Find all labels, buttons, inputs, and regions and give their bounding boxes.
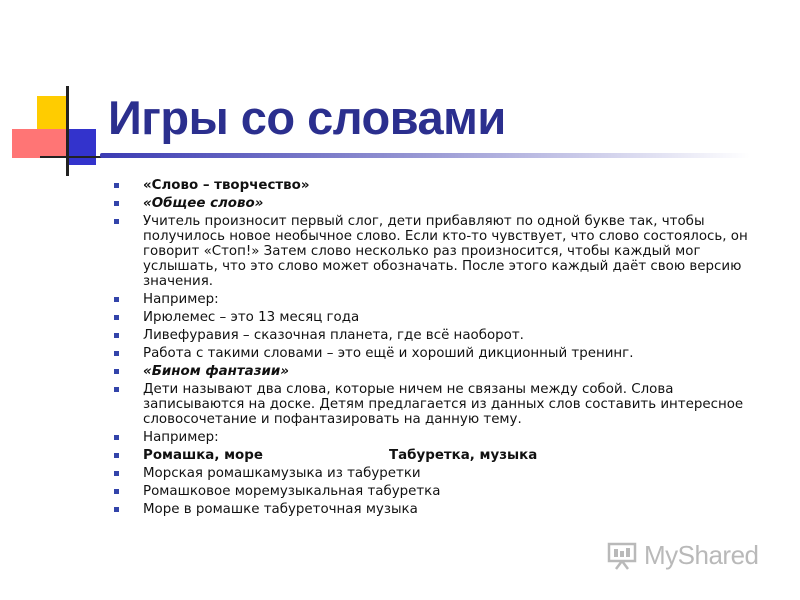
- list-item: [112, 292, 762, 307]
- decor-blue-block: [66, 129, 96, 165]
- slide-title: Игры со словами: [108, 91, 506, 144]
- list-item-text: Учитель произносит первый слог, дети прибавляют по одной букве так, чтобы получилось новое необычное слово. Если кто-то чувствует, что слово состоялось, он говорит «Стоп!» Затем слово несколько раз произносится, чтобы каждый мог услышать, что это слово может обозначать. После этого каждый даёт свою версию значения.: [143, 214, 748, 289]
- list-item: [112, 502, 762, 517]
- list-item-text: «Общее слово»: [143, 196, 264, 211]
- bullet-icon: [114, 315, 119, 320]
- list-item: [112, 430, 762, 445]
- list-item: [112, 310, 762, 325]
- decor-red-block: [12, 129, 67, 158]
- bullet-icon: [114, 351, 119, 356]
- list-item: [112, 196, 762, 211]
- list-item-text: Например:: [143, 292, 219, 307]
- list-item: [112, 178, 762, 193]
- presentation-board-icon: [606, 539, 638, 571]
- watermark-text: MyShared: [644, 539, 759, 570]
- bullet-icon: [114, 297, 119, 302]
- list-item: [112, 448, 762, 463]
- bullet-icon: [114, 183, 119, 188]
- decor-vertical-line: [66, 86, 69, 176]
- bullet-icon: [114, 489, 119, 494]
- bullet-icon: [114, 471, 119, 476]
- list-item-text: Ромашковое моремузыкальная табуретка: [143, 484, 441, 499]
- list-item-text: Работа с такими словами – это ещё и хороший дикционный тренинг.: [143, 346, 634, 361]
- list-item-text: Например:: [143, 430, 219, 445]
- list-item: [112, 382, 762, 427]
- list-item: [112, 328, 762, 343]
- bullet-icon: [114, 435, 119, 440]
- title-underline: [100, 153, 750, 158]
- list-item-text: Ирюлемес – это 13 месяц года: [143, 310, 360, 325]
- list-item-text-secondary: Табуретка, музыка: [389, 448, 538, 463]
- list-item: [112, 484, 762, 499]
- bullet-list: [112, 178, 762, 520]
- decor-yellow-block: [37, 96, 66, 129]
- list-item: [112, 466, 762, 481]
- list-item-text: «Бином фантазии»: [143, 364, 289, 379]
- bullet-icon: [114, 219, 119, 224]
- bullet-icon: [114, 507, 119, 512]
- list-item-text: Море в ромашке табуреточная музыка: [143, 502, 418, 517]
- bullet-icon: [114, 201, 119, 206]
- list-item: [112, 346, 762, 361]
- bullet-icon: [114, 369, 119, 374]
- list-item: [112, 214, 762, 289]
- list-item-text: «Слово – творчество»: [143, 178, 310, 193]
- bullet-icon: [114, 387, 119, 392]
- list-item: [112, 364, 762, 379]
- list-item-text: Дети называют два слова, которые ничем не связаны между собой. Слова записываются на доске. Детям предлагается из данных слов составить интересное словосочетание и пофантазировать на данную тему.: [143, 382, 744, 427]
- list-item-text: Ромашка, море: [143, 448, 263, 463]
- bullet-icon: [114, 333, 119, 338]
- list-item-text: Ливефуравия – сказочная планета, где всё наоборот.: [143, 328, 524, 343]
- watermark-logo: [606, 538, 759, 572]
- list-item-text: Морская ромашкамузыка из табуретки: [143, 466, 421, 481]
- bullet-icon: [114, 453, 119, 458]
